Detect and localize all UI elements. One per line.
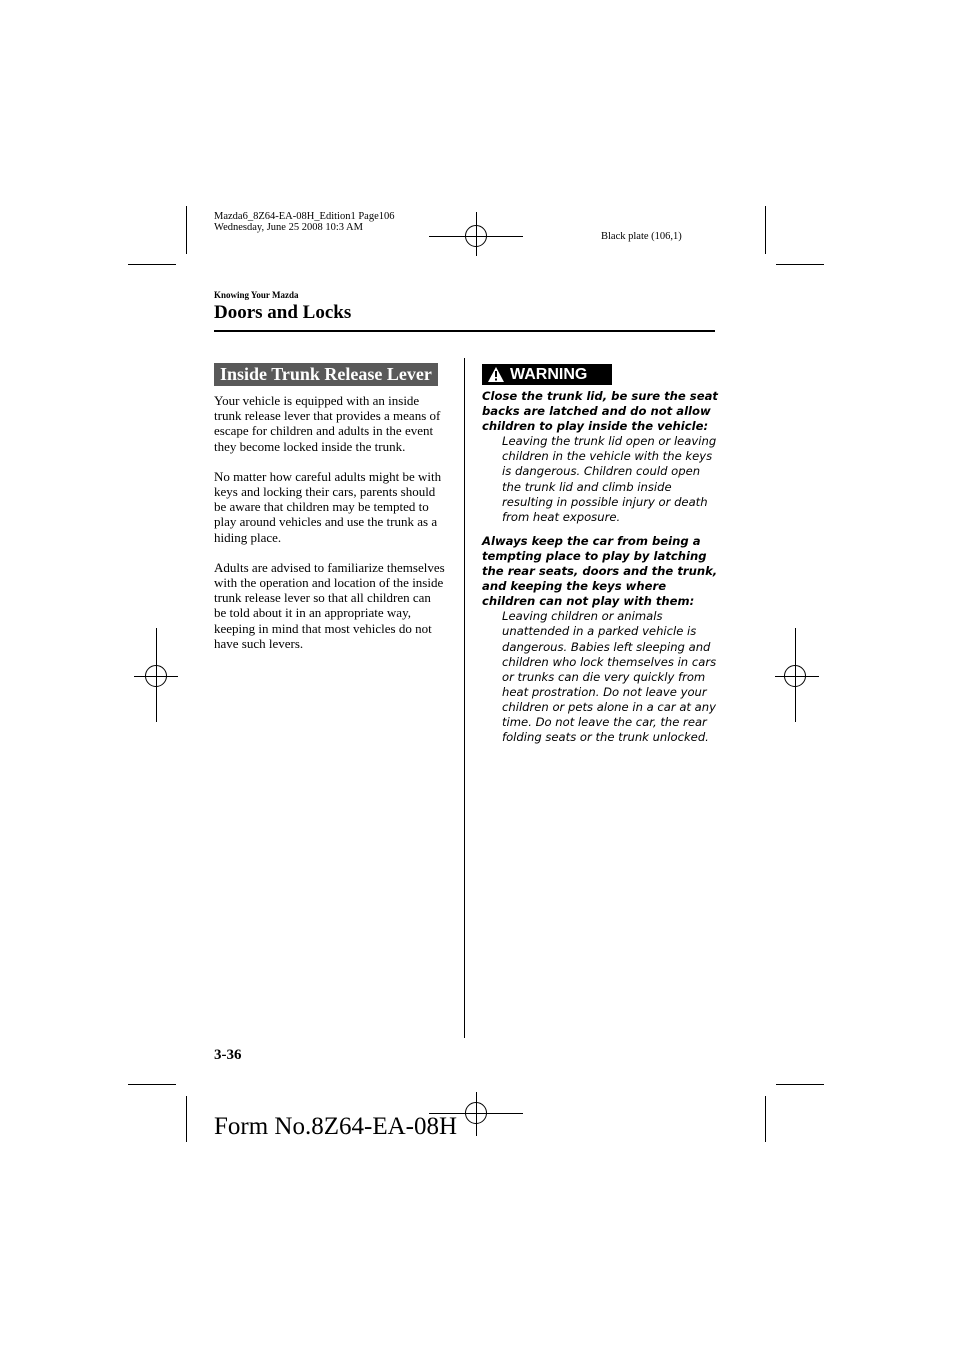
warning-detail: Leaving the trunk lid open or leaving children in the vehicle with the keys is dangerous. Children could open the trunk lid and climb inside resulting in possible injury or death from heat exposure. <box>502 434 717 524</box>
header-rule <box>214 330 715 332</box>
crop-mark-top-right-horizontal <box>776 264 824 265</box>
print-meta-line2: Wednesday, June 25 2008 10:3 AM <box>214 222 363 233</box>
warning-banner <box>482 364 612 385</box>
crop-mark-bottom-left-vertical <box>186 1096 187 1142</box>
warning-body <box>482 389 718 754</box>
warning-triangle-icon <box>487 366 505 383</box>
form-number: Form No.8Z64-EA-08H <box>214 1113 458 1140</box>
plate-label: Black plate (106,1) <box>601 231 682 242</box>
print-meta <box>214 211 395 233</box>
subsection-heading: Inside Trunk Release Lever <box>214 363 438 386</box>
print-meta-line1: Mazda6_8Z64-EA-08H_Edition1 Page106 <box>214 211 395 222</box>
warning-label: WARNING <box>510 366 588 383</box>
crop-mark-bottom-right-vertical <box>765 1096 766 1142</box>
column-divider <box>464 358 465 1038</box>
page-number: 3-36 <box>214 1047 242 1063</box>
warning-lead: Always keep the car from being a tempting place to play by latching the rear seats, doors and the trunk, and keeping the keys where children can not play with them: <box>482 533 718 609</box>
warning-detail: Leaving children or animals unattended in a parked vehicle is dangerous. Babies left sleeping and children who lock themselves in cars or trunks can die very quickly from heat prostration. Do not leave your children or pets alone in a car at any time. Do not leave the car, the rear folding seats or the trunk unlocked. <box>502 609 717 745</box>
body-paragraph: Adults are advised to familiarize themselves with the operation and location of the inside trunk release lever so that all children can be told about it in an appropriate way, keeping in mind that most vehicles do not have such levers. <box>214 559 445 651</box>
warning-lead: Close the trunk lid, be sure the seat backs are latched and do not allow children to play inside the vehicle: <box>482 389 718 434</box>
crop-mark-bottom-left-horizontal <box>128 1084 176 1085</box>
crop-mark-top-left-vertical <box>186 206 187 254</box>
crop-mark-top-left-horizontal <box>128 264 176 265</box>
crop-mark-bottom-right-horizontal <box>776 1084 824 1085</box>
crop-mark-top-right-vertical <box>765 206 766 254</box>
left-column-body <box>214 393 446 666</box>
body-paragraph: Your vehicle is equipped with an inside trunk release lever that provides a means of escape for children and adults in the event they become locked inside the trunk. <box>214 393 441 454</box>
section-title: Doors and Locks <box>214 302 352 323</box>
body-paragraph: No matter how careful adults might be with keys and locking their cars, parents should be aware that children may be tempted to play around vehicles and use the trunk as a hiding place. <box>214 468 442 545</box>
section-kicker: Knowing Your Mazda <box>214 290 299 300</box>
